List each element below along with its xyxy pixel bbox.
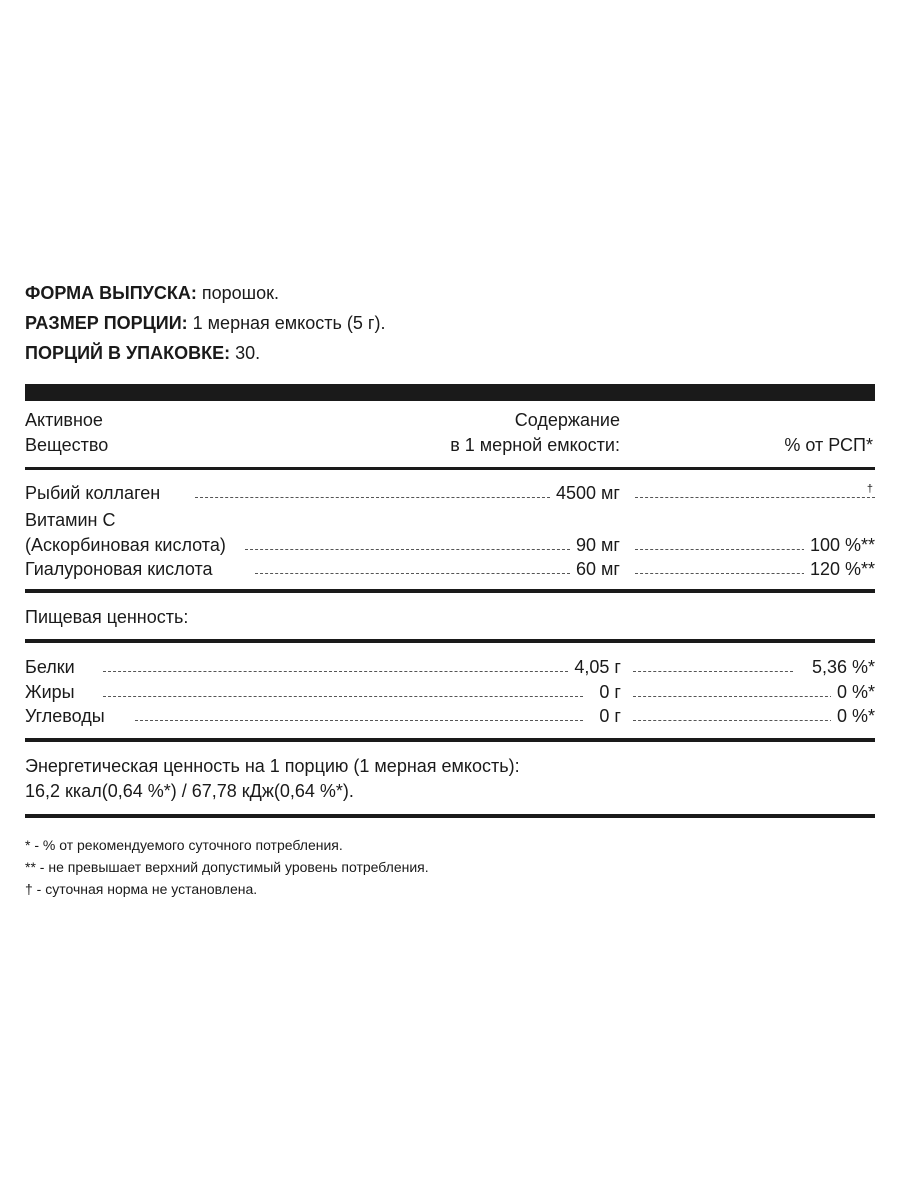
servings-per-pack-line [25, 343, 260, 363]
divider-2 [25, 589, 875, 593]
nutrient-amount: 0 г [593, 705, 621, 727]
energy-line-1: Энергетическая ценность на 1 порцию (1 мерная емкость): [25, 756, 520, 776]
serving-size-line [25, 313, 385, 333]
substance-name: Гиалуроновая кислота [25, 558, 219, 580]
leader-dots [633, 671, 793, 672]
nutrient-name: Белки [25, 656, 81, 678]
footnote-no-norm: † - суточная норма не установлена. [25, 881, 258, 897]
header-content-line1: Содержание [514, 410, 620, 430]
substance-name: Рыбий коллаген [25, 482, 166, 504]
nutrient-name: Жиры [25, 681, 81, 703]
substance-amount: 60 мг [570, 558, 620, 580]
nutrient-amount: 0 г [593, 681, 621, 703]
leader-dots [635, 549, 815, 550]
leader-dots [103, 696, 583, 697]
serving-size-label: РАЗМЕР ПОРЦИИ: [25, 313, 188, 333]
nutrient-percent: 0 %* [831, 705, 875, 727]
nutrient-amount: 4,05 г [568, 656, 621, 678]
divider-1 [25, 467, 875, 470]
nutrient-name: Углеводы [25, 705, 111, 727]
table-row [25, 558, 875, 580]
servings-per-pack-value: 30. [230, 343, 261, 363]
table-row [25, 534, 875, 556]
divider-3 [25, 639, 875, 643]
leader-dots [245, 549, 570, 550]
leader-dots [135, 720, 583, 721]
release-form-label: ФОРМА ВЫПУСКА: [25, 283, 197, 303]
header-active-line2: Вещество [25, 435, 109, 455]
nutrient-percent: 0 %* [831, 681, 875, 703]
footnote-rsp: * - % от рекомендуемого суточного потребления. [25, 837, 343, 853]
nutrient-percent: 5,36 %* [806, 656, 875, 678]
table-row [25, 705, 875, 727]
table-row [25, 656, 875, 678]
nutrition-title: Пищевая ценность: [25, 607, 189, 627]
substance-percent: 120 %** [804, 558, 875, 580]
substance-percent: 100 %** [804, 534, 875, 556]
header-content-line2: в 1 мерной емкости: [450, 435, 620, 455]
substance-percent: † [861, 482, 873, 496]
leader-dots [635, 497, 875, 498]
leader-dots [195, 497, 550, 498]
substance-amount: 90 мг [570, 534, 620, 556]
release-form-line [25, 283, 279, 303]
substance-amount: 4500 мг [550, 482, 620, 504]
servings-per-pack-label: ПОРЦИЙ В УПАКОВКЕ: [25, 343, 231, 363]
table-row [25, 482, 875, 504]
header-rsp-percent: % от РСП* [784, 435, 873, 455]
vitamin-c-label: Витамин С [25, 510, 116, 530]
divider-5 [25, 814, 875, 818]
leader-dots [255, 573, 570, 574]
footnote-upper-limit: ** - не превышает верхний допустимый уровень потребления. [25, 859, 429, 875]
leader-dots [635, 573, 815, 574]
serving-size-value: 1 мерная емкость (5 г). [187, 313, 386, 333]
leader-dots [633, 696, 833, 697]
header-active-line1: Активное [25, 410, 103, 430]
leader-dots [103, 671, 568, 672]
release-form-value: порошок. [196, 283, 279, 303]
substance-name: (Аскорбиновая кислота) [25, 534, 232, 556]
energy-line-2: 16,2 ккал(0,64 %*) / 67,78 кДж(0,64 %*). [25, 781, 354, 801]
header-bar [25, 384, 875, 401]
divider-4 [25, 738, 875, 742]
table-row [25, 681, 875, 703]
leader-dots [633, 720, 833, 721]
